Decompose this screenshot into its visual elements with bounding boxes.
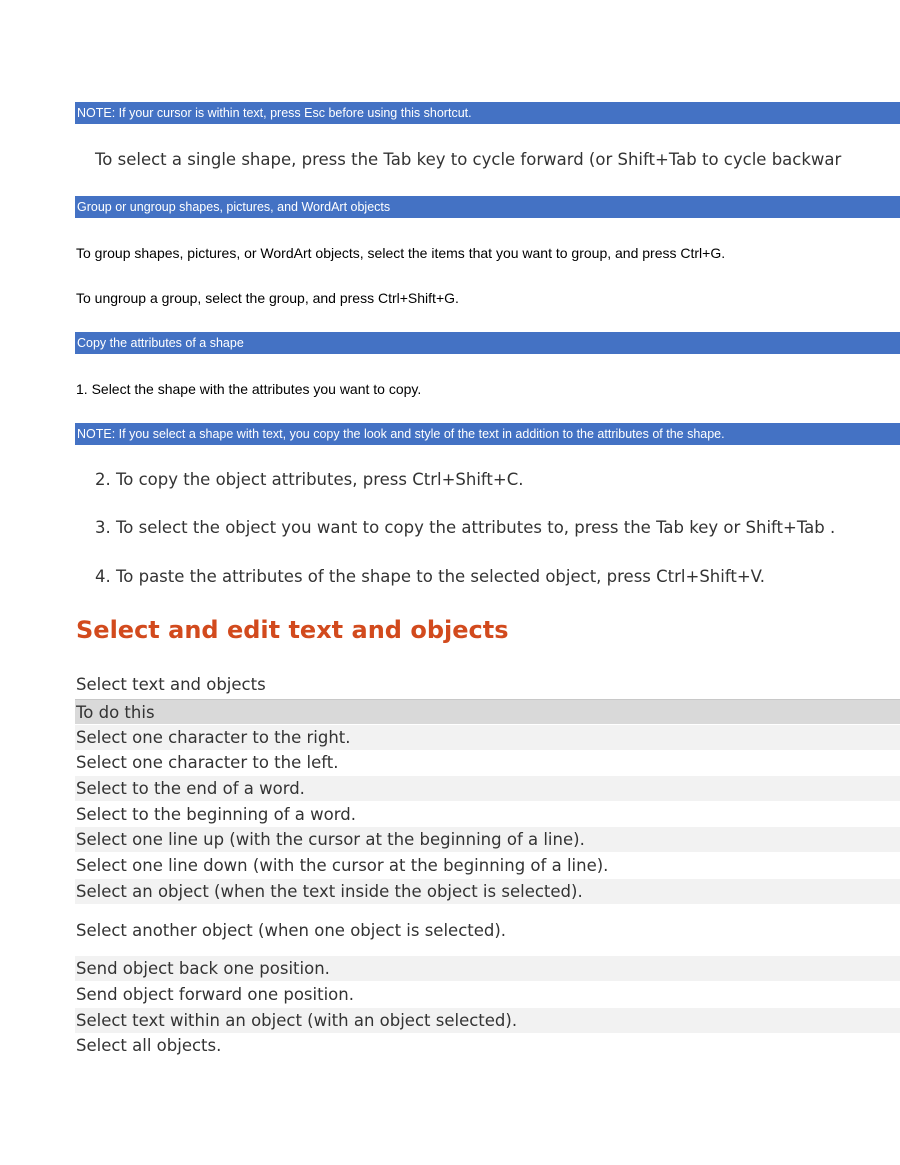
table-row: Select text within an object (with an object selected).: [75, 1008, 900, 1033]
table-row: Select to the end of a word.: [75, 776, 900, 801]
group-text: To group shapes, pictures, or WordArt objects, select the items that you want to group, and press Ctrl+G.: [76, 245, 726, 261]
select-shape-text: To select a single shape, press the Tab key to cycle forward (or Shift+Tab to cycle backwar: [95, 150, 842, 169]
copy-section-title: Copy the attributes of a shape: [75, 332, 900, 354]
table-column-header: To do this: [75, 699, 900, 724]
note-banner-2: NOTE: If you select a shape with text, you copy the look and style of the text in addition to the attributes of the shape.: [75, 423, 900, 445]
table-row: Select to the beginning of a word.: [76, 805, 356, 824]
table-row: Select one line down (with the cursor at the beginning of a line).: [76, 856, 609, 875]
table-row: Send object back one position.: [75, 956, 900, 981]
table-row: Send object forward one position.: [76, 985, 354, 1004]
copy-step-1: 1. Select the shape with the attributes you want to copy.: [76, 381, 422, 397]
copy-step-3: 3. To select the object you want to copy the attributes to, press the Tab key or Shift+Tab .: [95, 518, 836, 537]
table-row: Select an object (when the text inside the object is selected).: [75, 879, 900, 904]
table-row: Select one character to the right.: [75, 725, 900, 750]
copy-step-2: 2. To copy the object attributes, press Ctrl+Shift+C.: [95, 470, 524, 489]
table-caption: Select text and objects: [76, 675, 266, 694]
group-section-title: Group or ungroup shapes, pictures, and WordArt objects: [75, 196, 900, 218]
table-row: Select another object (when one object is selected).: [76, 921, 507, 940]
ungroup-text: To ungroup a group, select the group, and press Ctrl+Shift+G.: [76, 290, 459, 306]
table-row: Select one line up (with the cursor at the beginning of a line).: [75, 827, 900, 852]
note-banner: NOTE: If your cursor is within text, press Esc before using this shortcut.: [75, 102, 900, 124]
table-row: Select one character to the left.: [76, 753, 339, 772]
section-heading: Select and edit text and objects: [76, 616, 509, 644]
table-row: Select all objects.: [76, 1036, 222, 1055]
copy-step-4: 4. To paste the attributes of the shape to the selected object, press Ctrl+Shift+V.: [95, 567, 766, 586]
